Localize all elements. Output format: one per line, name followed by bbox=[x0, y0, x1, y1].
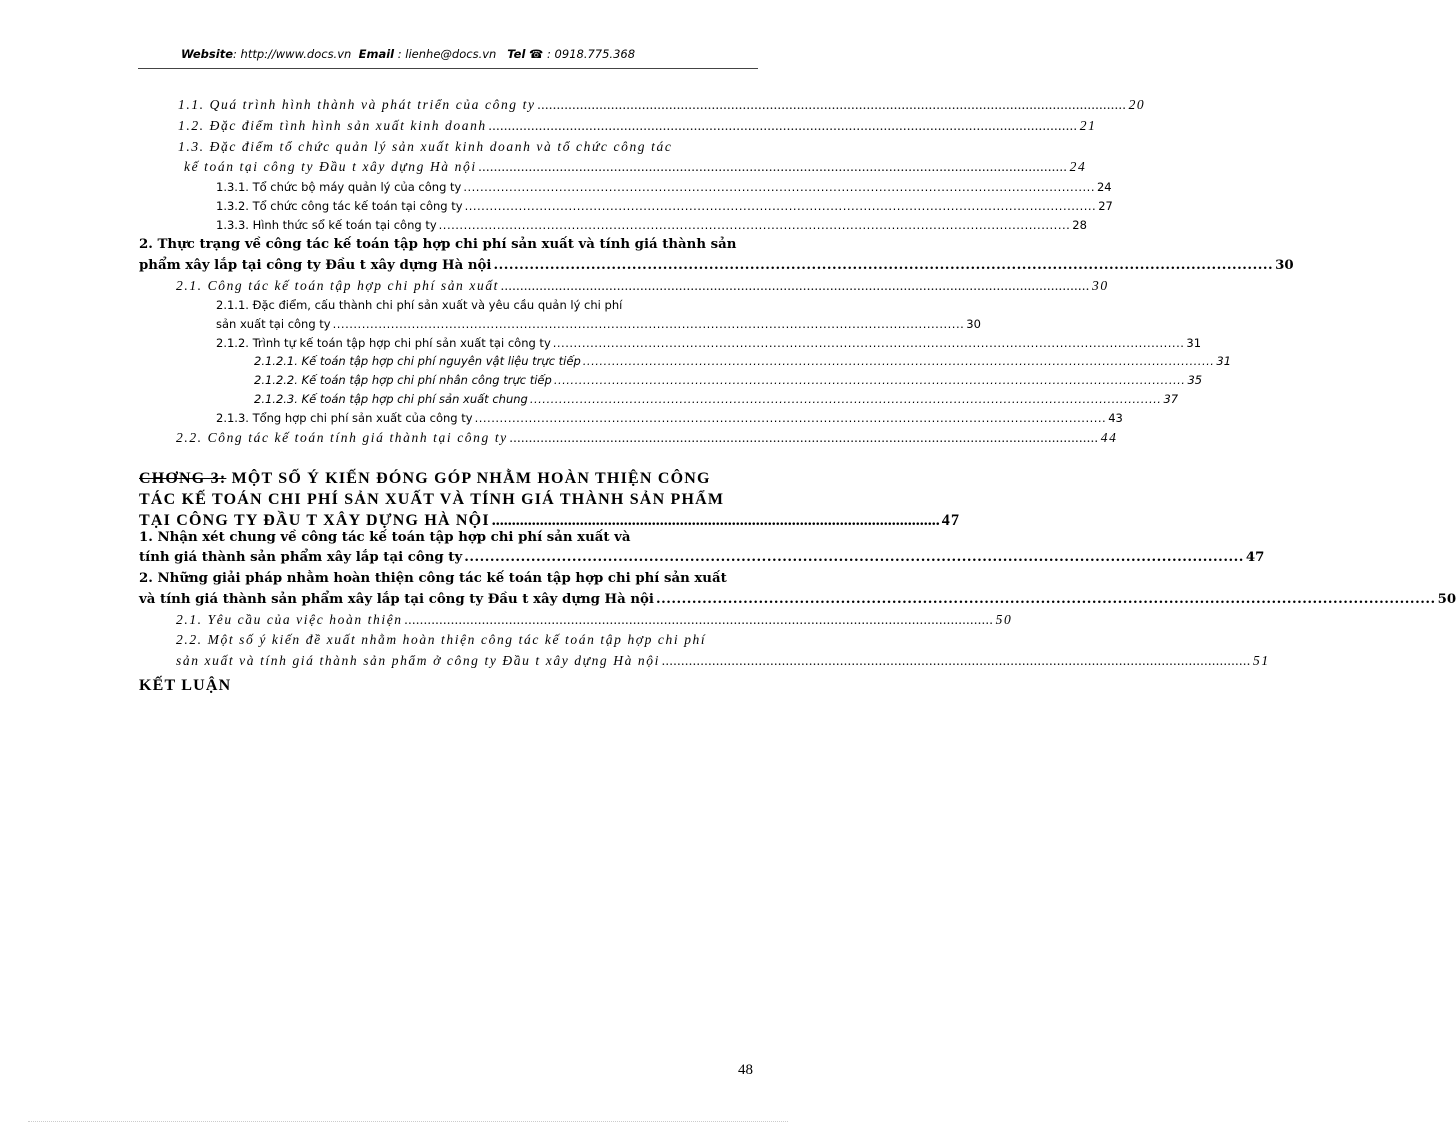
page-number: 48 bbox=[738, 1062, 753, 1078]
toc-entry: 2.1. Yêu cầu của việc hoàn thiện ........................................................................................................................................................ 50 bbox=[176, 612, 1013, 627]
email-label: Email bbox=[358, 47, 395, 61]
toc-entry: 2.1.2.3. Kế toán tập hợp chi phí sản xuất chung ........................................................................................................................................................ 37 bbox=[254, 392, 1179, 406]
tel-value: : 0918.775.368 bbox=[543, 47, 636, 61]
website-value: : http://www.docs.vn bbox=[233, 47, 352, 61]
conclusion-heading: KẾT LUẬN bbox=[139, 677, 232, 694]
toc-entry: sản xuất tại công ty ........................................................................................................................................................ 30 bbox=[216, 317, 981, 331]
toc-entry: 2.1.3. Tổng hợp chi phí sản xuất của công ty ........................................................................................................................................................ 43 bbox=[216, 411, 1123, 425]
email-value: : lienhe@docs.vn bbox=[394, 47, 497, 61]
toc-entry: 1.3.3. Hình thức sổ kế toán tại công ty ........................................................................................................................................................ 28 bbox=[216, 218, 1087, 232]
chapter-heading: TẠI CÔNG TY ĐẦU T XÂY DỰNG HÀ NỘI ................................................................................................................ 47 bbox=[139, 512, 961, 529]
toc-entry: 1.1. Quá trình hình thành và phát triển của công ty ........................................................................................................................................................ 20 bbox=[178, 97, 1146, 112]
toc-entry: 2.1.2.1. Kế toán tập hợp chi phí nguyên vật liệu trực tiếp ........................................................................................................................................................ 31 bbox=[254, 354, 1232, 368]
page-header bbox=[0, 47, 816, 61]
website-label: Website bbox=[180, 47, 234, 61]
chapter-label: CHƠNG 3: bbox=[139, 470, 227, 487]
header-rule bbox=[138, 68, 758, 69]
toc-entry: 1.3. Đặc điểm tổ chức quản lý sản xuất kinh doanh và tổ chức công tác bbox=[178, 139, 673, 154]
phone-icon: ☎ bbox=[529, 47, 544, 61]
toc-entry: kế toán tại công ty Đầu t xây dựng Hà nội ........................................................................................................................................................ 24 bbox=[184, 159, 1087, 174]
tel-label: Tel bbox=[507, 47, 526, 61]
chapter-heading: CHƠNG 3: MỘT SỐ Ý KIẾN ĐÓNG GÓP NHẰM HOÀN THIỆN CÔNG bbox=[139, 470, 711, 487]
toc-entry: 2.1. Công tác kế toán tập hợp chi phí sản xuất ........................................................................................................................................................ 30 bbox=[176, 278, 1109, 293]
toc-entry: sản xuất và tính giá thành sản phẩm ở công ty Đầu t xây dựng Hà nội ........................................................................................................................................................ 51 bbox=[176, 653, 1270, 668]
toc-entry: tính giá thành sản phẩm xây lắp tại công ty ........................................................................................................................................................ 47 bbox=[139, 550, 1265, 565]
toc-entry: 2.1.1. Đặc điểm, cấu thành chi phí sản xuất và yêu cầu quản lý chi phí bbox=[216, 298, 623, 312]
toc-entry: 2. Những giải pháp nhằm hoàn thiện công tác kế toán tập hợp chi phí sản xuất bbox=[139, 571, 727, 586]
chapter-heading: TÁC KẾ TOÁN CHI PHÍ SẢN XUẤT VÀ TÍNH GIÁ THÀNH SẢN PHẨM bbox=[139, 491, 725, 508]
toc-entry: 2. Thực trạng về công tác kế toán tập hợp chi phí sản xuất và tính giá thành sản bbox=[139, 237, 737, 252]
toc-entry: phẩm xây lắp tại công ty Đầu t xây dựng Hà nội ........................................................................................................................................................ 30 bbox=[139, 258, 1294, 273]
toc-entry: 2.2. Một số ý kiến đề xuất nhằm hoàn thiện công tác kế toán tập hợp chi phí bbox=[176, 632, 707, 647]
footer-rule bbox=[28, 1121, 788, 1122]
toc-entry: 1.3.1. Tổ chức bộ máy quản lý của công ty ........................................................................................................................................................ 24 bbox=[216, 180, 1112, 194]
toc-entry: và tính giá thành sản phẩm xây lắp tại công ty Đầu t xây dựng Hà nội ........................................................................................................................................................ 50 bbox=[139, 592, 1456, 607]
toc-entry: 1.2. Đặc điểm tình hình sản xuất kinh doanh ........................................................................................................................................................ 21 bbox=[178, 118, 1097, 133]
toc-entry: 2.2. Công tác kế toán tính giá thành tại công ty ........................................................................................................................................................ 44 bbox=[176, 430, 1118, 445]
toc-entry: 2.1.2. Trình tự kế toán tập hợp chi phí sản xuất tại công ty ........................................................................................................................................................ 31 bbox=[216, 336, 1202, 350]
toc-entry: 1.3.2. Tổ chức công tác kế toán tại công ty ........................................................................................................................................................ 27 bbox=[216, 199, 1113, 213]
toc-entry: 2.1.2.2. Kế toán tập hợp chi phí nhân công trực tiếp ........................................................................................................................................................ 35 bbox=[254, 373, 1203, 387]
toc-entry: 1. Nhận xét chung về công tác kế toán tập hợp chi phí sản xuất và bbox=[139, 530, 631, 545]
